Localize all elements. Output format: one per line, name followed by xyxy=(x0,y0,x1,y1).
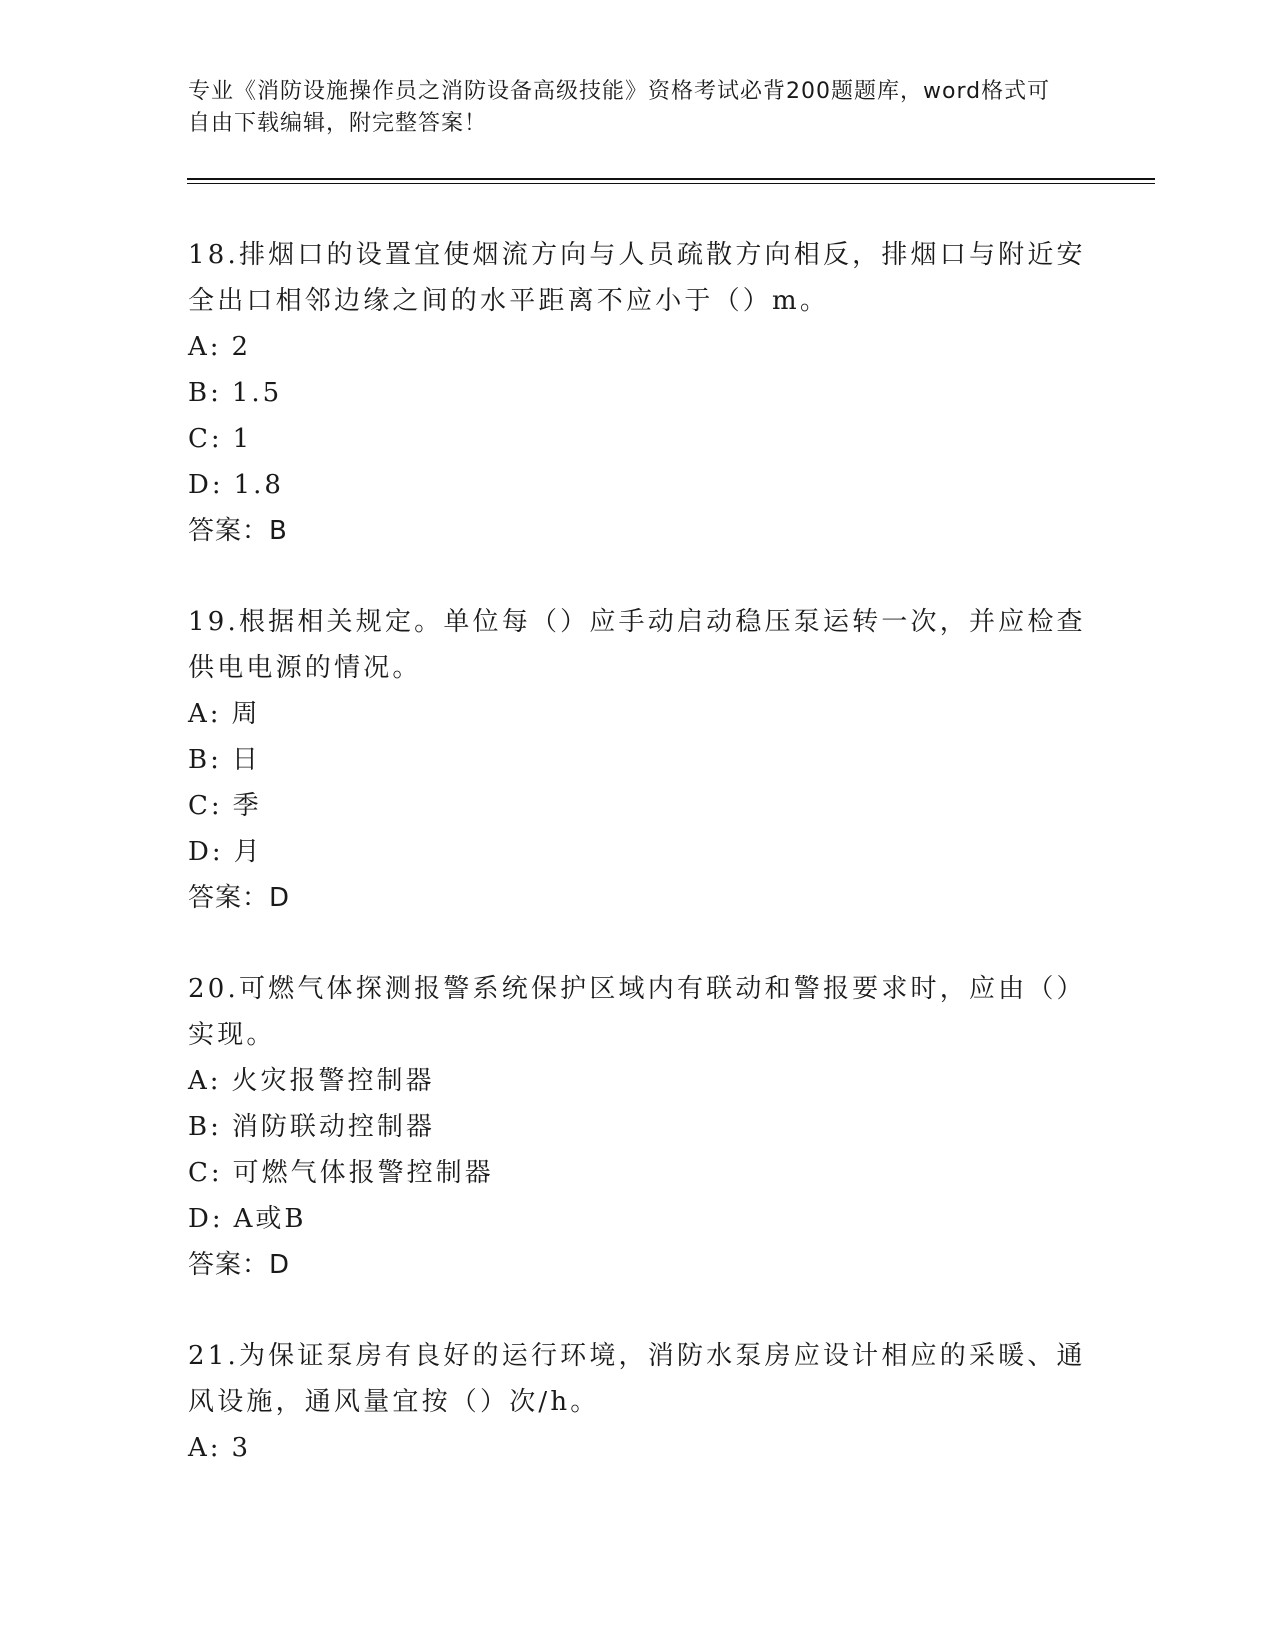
document-header: 专业《消防设施操作员之消防设备高级技能》资格考试必背200题题库，word格式可自由下载编辑，附完整答案！ xyxy=(188,79,1051,136)
option-value: 消防联动控制器 xyxy=(231,1112,435,1142)
option-value: 3 xyxy=(231,1433,252,1463)
option-value: 2 xyxy=(231,332,252,362)
option-value: 季 xyxy=(232,791,262,821)
question-stem: 20.可燃气体探测报警系统保护区域内有联动和警报要求时，应由（）实现。 xyxy=(188,974,1086,1050)
option-a xyxy=(188,324,1088,370)
option-key: C: xyxy=(188,424,223,454)
option-c xyxy=(188,416,1088,462)
option-value: 1 xyxy=(232,424,253,454)
option-b xyxy=(188,370,1088,416)
option-c xyxy=(188,1150,1088,1196)
option-key: A: xyxy=(188,699,222,729)
option-key: B: xyxy=(188,745,222,775)
option-d xyxy=(188,462,1088,508)
option-key: B: xyxy=(188,1112,222,1142)
question-stem: 19.根据相关规定。单位每（）应手动启动稳压泵运转一次，并应检查供电电源的情况。 xyxy=(188,607,1086,683)
option-a xyxy=(188,691,1088,737)
option-a xyxy=(188,1425,1088,1471)
option-value: 周 xyxy=(231,699,261,729)
option-key: D: xyxy=(188,470,224,500)
option-d xyxy=(188,829,1088,875)
option-b xyxy=(188,737,1088,783)
option-a xyxy=(188,1058,1088,1104)
question-20 xyxy=(188,966,1088,1288)
option-key: C: xyxy=(188,791,223,821)
option-key: A: xyxy=(188,1433,222,1463)
option-key: D: xyxy=(188,837,224,867)
question-stem: 18.排烟口的设置宜使烟流方向与人员疏散方向相反，排烟口与附近安全出口相邻边缘之间的水平距离不应小于（）m。 xyxy=(188,240,1086,316)
answer-label: 答案：B xyxy=(188,516,288,546)
option-value: A或B xyxy=(233,1204,307,1234)
option-key: B: xyxy=(188,378,222,408)
option-d xyxy=(188,1196,1088,1242)
header-divider-thick xyxy=(187,178,1155,180)
answer-label: 答案：D xyxy=(188,1250,291,1280)
option-value: 火灾报警控制器 xyxy=(231,1066,435,1096)
question-19 xyxy=(188,599,1088,921)
option-value: 可燃气体报警控制器 xyxy=(232,1158,494,1188)
option-c xyxy=(188,783,1088,829)
option-value: 1.8 xyxy=(233,470,284,500)
option-b xyxy=(188,1104,1088,1150)
option-key: D: xyxy=(188,1204,224,1234)
question-stem: 21.为保证泵房有良好的运行环境，消防水泵房应设计相应的采暖、通风设施，通风量宜按（）次/h。 xyxy=(188,1341,1086,1417)
question-18 xyxy=(188,232,1088,554)
answer-label: 答案：D xyxy=(188,883,291,913)
option-key: A: xyxy=(188,1066,222,1096)
option-value: 1.5 xyxy=(231,378,283,408)
option-key: A: xyxy=(188,332,222,362)
question-21 xyxy=(188,1333,1088,1471)
option-key: C: xyxy=(188,1158,223,1188)
option-value: 日 xyxy=(231,745,261,775)
option-value: 月 xyxy=(233,837,263,867)
header-divider-thin xyxy=(187,183,1155,184)
